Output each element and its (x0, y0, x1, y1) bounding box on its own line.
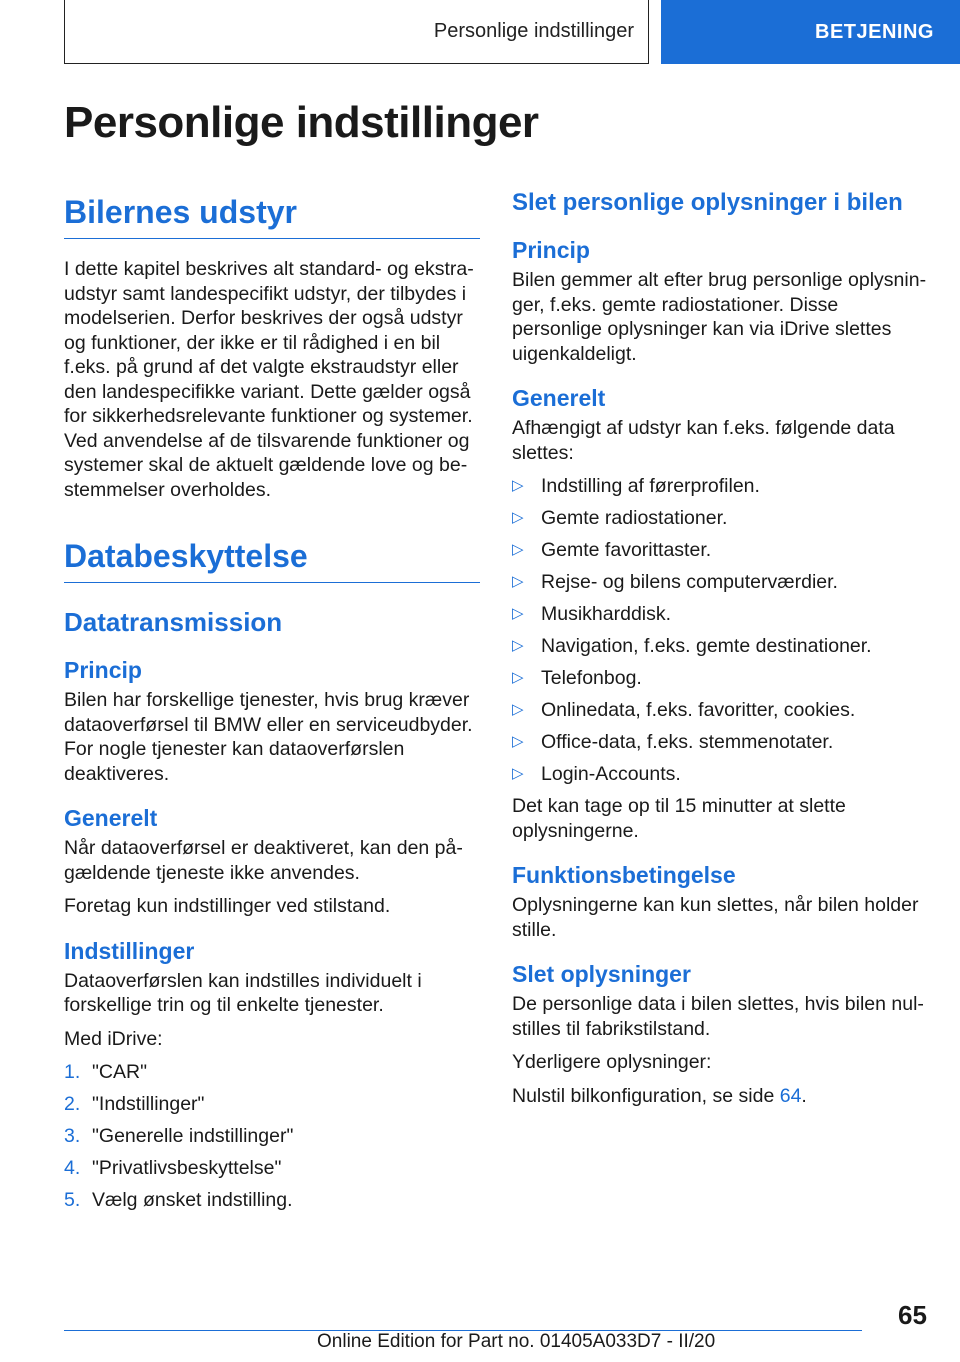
transmission-heading: Datatransmission (64, 607, 283, 637)
list-item (512, 538, 928, 570)
list-item (64, 1060, 480, 1092)
page-number: 65 (898, 1300, 927, 1330)
list-item (512, 570, 928, 602)
list-item (64, 1188, 480, 1220)
general-heading: Generelt (64, 805, 158, 831)
step-number: 3. (64, 1125, 81, 1147)
equipment-heading: Bilernes udstyr (64, 192, 480, 239)
step-text: "Generelle indstillinger" (92, 1125, 294, 1147)
step-number: 5. (64, 1189, 81, 1211)
idrive-intro: Med iDrive: (64, 1027, 163, 1050)
more-info-text: Yderligere oplysninger: (512, 1051, 712, 1073)
general-text-1: Når dataoverførsel er deaktiveret, kan den pågældende tjeneste ikke anvendes. (64, 837, 463, 884)
triangle-bullet-icon: ▷ (512, 637, 524, 654)
reset-reference-end: . (801, 1084, 807, 1107)
general-text: Afhængigt af udstyr kan f.eks. følgende data slettes: (512, 417, 895, 464)
list-item (64, 1092, 480, 1124)
list-item-text: Indstilling af førerprofilen. (541, 475, 760, 497)
list-item (512, 698, 928, 730)
settings-text: Dataoverførslen kan indstilles individuelt i forskellige trin og til enkelte tjenester. (64, 969, 422, 1016)
list-item-text: Gemte favorittaster. (541, 539, 712, 561)
step-text: "Privatlivsbeskyttelse" (92, 1157, 282, 1179)
triangle-bullet-icon: ▷ (512, 605, 524, 622)
list-item (512, 666, 928, 698)
delete-personal-info-heading: Slet personlige oplysninger i bilen (512, 189, 903, 216)
general-text-2: Foretag kun indstillinger ved stilstand. (64, 895, 391, 917)
principle-heading: Princip (512, 237, 590, 263)
privacy-heading: Databeskyttelse (64, 536, 480, 583)
list-item-text: Telefonbog. (541, 667, 642, 689)
header-chapter-text: BETJENING (815, 20, 934, 43)
list-item (512, 506, 928, 538)
principle-text: Bilen har forskellige tjenester, hvis brug kræver dataoverførsel til BMW eller en serviceudbyder. For nogle tjenester kan dataoverførslen deaktiveres. (64, 689, 473, 785)
step-text: "Indstillinger" (92, 1093, 205, 1115)
list-item-text: Rejse- og bilens computerværdier. (541, 571, 838, 593)
equipment-text: I dette kapitel beskrives alt standard- og ekstraudstyr samt landespecifikt udstyr, der tilbydes i modelserien. Derfor beskrives der også udstyr og funktioner, der ikke er til rådighed i en bil f.eks. på grund af det valgte ekstraudstyr eller den landespecifikke variant. Dette gælder også for sikkerhedsrelevante funktioner og systemer. Ved anvendelse af de tilsvarende funktioner og systemer skal de aktuelt gældende love og bestemmelser overholdes. (64, 258, 474, 501)
list-item-text: Login-Accounts. (541, 763, 681, 785)
step-number: 1. (64, 1061, 81, 1083)
settings-heading: Indstillinger (64, 937, 195, 964)
left-column (64, 188, 480, 1220)
list-item (512, 730, 928, 762)
triangle-bullet-icon: ▷ (512, 765, 524, 782)
footer-edition: Online Edition for Part no. 01405A033D7 - II/20 (317, 1331, 716, 1352)
reset-reference (512, 1084, 928, 1109)
step-number: 4. (64, 1157, 81, 1179)
triangle-bullet-icon: ▷ (512, 509, 524, 526)
list-item (512, 602, 928, 634)
header-section-title-text: Personlige indstillinger (433, 20, 634, 42)
principle-heading: Princip (64, 657, 142, 683)
delete-info-heading: Slet oplysninger (512, 961, 691, 987)
list-item-text: Gemte radiostationer. (541, 507, 728, 529)
list-item (64, 1156, 480, 1188)
idrive-steps (64, 1060, 480, 1220)
delete-info-text: De personlige data i bilen slettes, hvis bilen nulstilles til fabrikstilstand. (512, 993, 924, 1040)
header-chapter-tab (661, 0, 960, 64)
step-text: "CAR" (92, 1061, 148, 1083)
list-item (64, 1124, 480, 1156)
deletable-data-list (512, 474, 928, 794)
page-link[interactable]: 64 (779, 1084, 802, 1107)
header-section-title (64, 0, 649, 64)
list-item-text: Office-data, f.eks. stemmenotater. (541, 731, 834, 753)
triangle-bullet-icon: ▷ (512, 701, 524, 718)
list-item-text: Navigation, f.eks. gemte destinationer. (541, 635, 872, 657)
list-item (512, 634, 928, 666)
triangle-bullet-icon: ▷ (512, 477, 524, 494)
step-text: Vælg ønsket indstilling. (92, 1189, 293, 1211)
triangle-bullet-icon: ▷ (512, 669, 524, 686)
list-item (512, 762, 928, 794)
reset-reference-text: Nulstil bilkonfiguration, se side (512, 1084, 780, 1107)
triangle-bullet-icon: ▷ (512, 541, 524, 558)
list-item-text: Onlinedata, f.eks. favoritter, cookies. (541, 699, 856, 721)
general-heading: Generelt (512, 385, 606, 411)
right-column (512, 188, 928, 1117)
condition-heading: Funktionsbetingelse (512, 862, 736, 888)
step-number: 2. (64, 1093, 81, 1115)
list-item-text: Musikharddisk. (541, 603, 672, 625)
duration-text: Det kan tage op til 15 minutter at slette oplysningerne. (512, 795, 846, 842)
list-item (512, 474, 928, 506)
principle-text: Bilen gemmer alt efter brug personlige oplysninger, f.eks. gemte radiostationer. Disse personlige oplysninger kan via iDrive slettes uigenkaldeligt. (512, 269, 927, 365)
triangle-bullet-icon: ▷ (512, 733, 524, 750)
triangle-bullet-icon: ▷ (512, 573, 524, 590)
page-title: Personlige indstillinger (64, 98, 539, 147)
condition-text: Oplysningerne kan kun slettes, når bilen holder stille. (512, 894, 919, 941)
